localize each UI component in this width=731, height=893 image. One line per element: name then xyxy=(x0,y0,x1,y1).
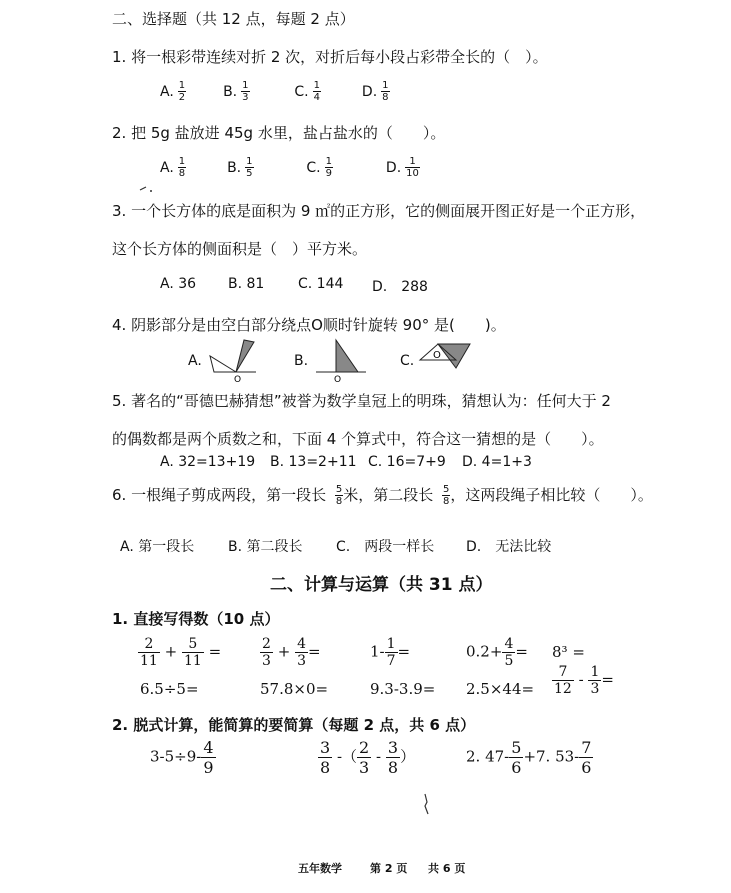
question-6: 6. 一根绳子剪成两段，第一段长 $\frac{5}{8}$ 米，第二段长 $\frac{5}{8}$ ，这两段绳子相比较（ ）。 xyxy=(112,484,653,507)
q1-option-d[interactable]: D. $\frac{1}{8}$ xyxy=(361,80,389,103)
q6-option-c[interactable]: C. 两段一样长 xyxy=(336,539,435,555)
question-4: 4. 阴影部分是由空白部分绕点O顺时针旋转 90° 是( )。 xyxy=(112,316,506,334)
footer-subject: 五年数学 xyxy=(298,862,342,875)
q3-option-c[interactable]: C. 144 xyxy=(298,276,344,292)
calc-1-1: $\frac{2}{11}$ + $\frac{5}{11}$ = xyxy=(140,636,222,669)
question-3-line-1: 3. 一个长方体的底是面积为 9 ㎡的正方形，它的侧面展开图正好是一个正方形， xyxy=(112,202,646,220)
q5-option-a[interactable]: A. 32=13+19 xyxy=(160,454,256,470)
q1-option-b[interactable]: B. $\frac{1}{3}$ xyxy=(223,80,249,103)
svg-text:O: O xyxy=(234,375,242,382)
calc-1-2: $\frac{2}{3}$ + $\frac{4}{3}$ = xyxy=(262,636,321,669)
rotation-figure-a-icon xyxy=(204,336,264,382)
q1-option-a[interactable]: A. $\frac{1}{2}$ xyxy=(160,80,186,103)
svg-text:O: O xyxy=(433,350,441,361)
calc-1-4: 0.2+ $\frac{4}{5}$ = xyxy=(466,636,528,669)
calc-1-3: 1- $\frac{1}{7}$ = xyxy=(370,636,411,669)
q6-option-d[interactable]: D. 无法比较 xyxy=(466,539,552,555)
q1-option-c[interactable]: C. $\frac{1}{4}$ xyxy=(294,80,321,103)
q6-option-b[interactable]: B. 第二段长 xyxy=(228,539,303,555)
calc-2-4: 2.5×44= xyxy=(466,680,535,698)
stepwise-calc-2: $\frac{3}{8}$ -（ $\frac{2}{3}$ - $\frac{3}{8}$ ） xyxy=(320,738,416,777)
q5-option-c[interactable]: C. 16=7+9 xyxy=(368,454,446,470)
q5-option-d[interactable]: D. 4=1+3 xyxy=(462,454,532,470)
question-5-line-1: 5. 著名的“哥德巴赫猜想”被誉为数学皇冠上的明珠，猜想认为：任何大于 2 xyxy=(112,392,611,410)
rotation-figure-b-icon xyxy=(310,336,370,382)
footer-page: 第 2 页 xyxy=(370,862,408,875)
section-title-choice: 二、选择题（共 12 点，每题 2 点） xyxy=(112,10,355,28)
rotation-figure-c-icon xyxy=(416,336,480,382)
subsection-1-title: 1. 直接写得数（10 点） xyxy=(112,610,280,628)
stray-mark-icon xyxy=(422,792,432,816)
q3-option-a[interactable]: A. 36 xyxy=(160,276,197,292)
footer-total: 共 6 页 xyxy=(428,862,466,875)
stepwise-calc-1: 3-5÷9- $\frac{4}{9}$ xyxy=(150,738,214,777)
q1-options xyxy=(160,80,390,103)
calc-2-1: 6.5÷5= xyxy=(140,680,199,698)
q2-option-a[interactable]: A. $\frac{1}{8}$ xyxy=(160,156,186,179)
q3-option-b[interactable]: B. 81 xyxy=(228,276,265,292)
calc-2-2: 57.8×0= xyxy=(260,680,329,698)
q6-option-a[interactable]: A. 第一段长 xyxy=(120,539,195,555)
question-1: 1. 将一根彩带连续对折 2 次，对折后每小段占彩带全长的（ ）。 xyxy=(112,48,548,66)
subsection-2-title: 2. 脱式计算，能简算的要简算（每题 2 点，共 6 点） xyxy=(112,716,476,734)
stepwise-calc-3: 2. 47- $\frac{5}{6}$ +7. 53- $\frac{7}{6}$ xyxy=(466,738,592,777)
question-3-line-2: 这个长方体的侧面积是（ ）平方米。 xyxy=(112,240,368,258)
calc-2-5: $\frac{7}{12}$ - $\frac{1}{3}$ = xyxy=(554,664,614,697)
q2-option-c[interactable]: C. $\frac{1}{9}$ xyxy=(306,156,333,179)
calc-2-3: 9.3-3.9= xyxy=(370,680,436,698)
question-2: 2. 把 5g 盐放进 45g 水里，盐占盐水的（ ）。 xyxy=(112,124,446,142)
svg-text:O: O xyxy=(334,375,342,382)
q3-option-d[interactable]: D. 288 xyxy=(372,279,428,295)
calc-1-5: 8³ = xyxy=(552,643,585,661)
section-title-calculation: 二、计算与运算（共 31 点） xyxy=(270,575,493,595)
q5-option-b[interactable]: B. 13=2+11 xyxy=(270,454,357,470)
q2-option-d[interactable]: D. $\frac{1}{10}$ xyxy=(385,156,419,179)
q2-options xyxy=(160,156,420,179)
question-5-line-2: 的偶数都是两个质数之和，下面 4 个算式中，符合这一猜想的是（ ）。 xyxy=(112,430,604,448)
q2-option-b[interactable]: B. $\frac{1}{5}$ xyxy=(227,156,253,179)
stray-dot-icon xyxy=(138,184,154,194)
